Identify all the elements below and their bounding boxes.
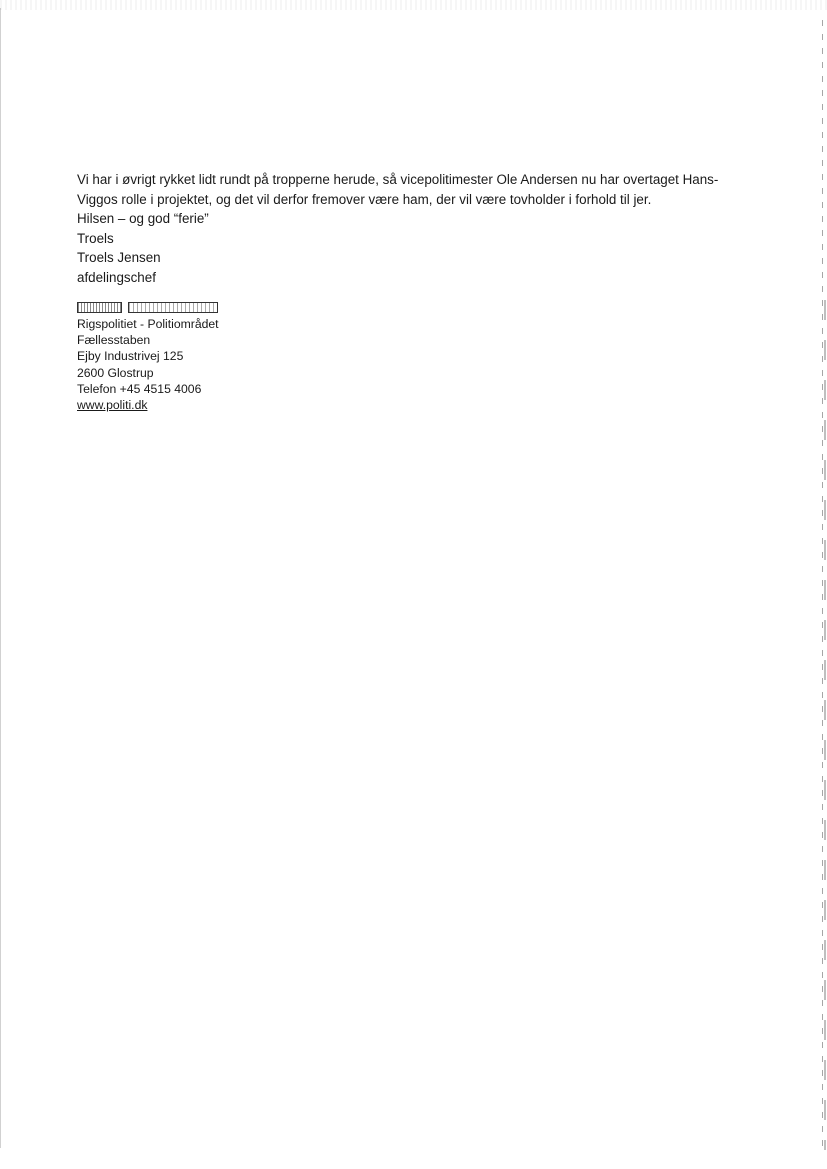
website-link[interactable]: www.politi.dk — [77, 398, 148, 413]
scan-edge-top — [0, 0, 827, 10]
address-city: 2600 Glostrup — [77, 365, 154, 380]
logo-wide-icon — [128, 302, 218, 313]
signature-title: afdelingschef — [77, 269, 156, 285]
signature-logos — [77, 300, 757, 314]
body-line-1: Vi har i øvrigt rykket lidt rundt på tropperne herude, så vicepolitimester Ole Andersen nu har overtaget Hans- — [77, 172, 719, 187]
scan-edge-right — [822, 20, 823, 1150]
address-dept: Fællesstaben — [77, 333, 151, 348]
scan-edge-left — [0, 8, 1, 1148]
address-block — [77, 316, 757, 413]
logo-small-icon — [77, 302, 122, 313]
greeting-name: Troels — [77, 230, 114, 246]
signature-block — [77, 248, 757, 287]
address-org: Rigspolitiet - Politiområdet — [77, 317, 219, 331]
body-line-2: Viggos rolle i projektet, og det vil derfor fremover være ham, der vil være tovholder i forhold til jer. — [77, 191, 652, 207]
address-street: Ejby Industrivej 125 — [77, 349, 184, 364]
body-paragraph — [77, 170, 757, 209]
signature-name: Troels Jensen — [77, 250, 161, 265]
address-phone: Telefon +45 4515 4006 — [77, 381, 202, 396]
greeting — [77, 209, 757, 248]
scan-edge-right-shadow — [824, 300, 826, 1150]
greeting-line: Hilsen – og god “ferie” — [77, 211, 209, 226]
letter-body — [77, 170, 757, 413]
